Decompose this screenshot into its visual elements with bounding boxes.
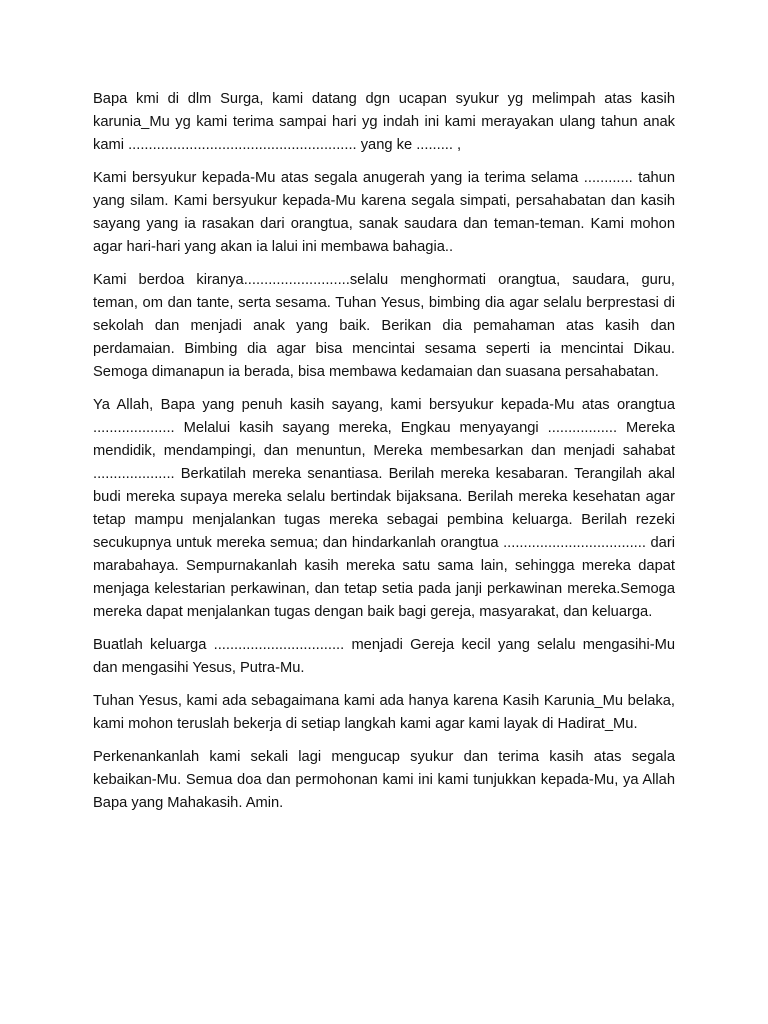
document-page	[93, 88, 675, 825]
paragraph-opening-thanks: Bapa kmi di dlm Surga, kami datang dgn ucapan syukur yg melimpah atas kasih karunia_Mu yg kami terima sampai hari yg indah ini kami merayakan ulang tahun anak kami ........................................................ yang ke ......... ,	[93, 91, 675, 153]
paragraph-prayer-for-child: Kami berdoa kiranya..........................selalu menghormati orangtua, saudara, guru, teman, om dan tante, serta sesama. Tuhan Yesus, bimbing dia agar selalu berprestasi di sekolah dan menjadi anak yang baik. Berikan dia pemahaman atas kasih dan perdamaian. Bimbing dia agar bisa mencintai sesama seperti ia mencintai Dikau. Semoga dimanapun ia berada, bisa membawa kedamaian dan suasana persahabatan.	[93, 272, 675, 380]
paragraph-grace: Tuhan Yesus, kami ada sebagaimana kami ada hanya karena Kasih Karunia_Mu belaka, kami mohon teruslah bekerja di setiap langkah kami agar kami layak di Hadirat_Mu.	[93, 693, 675, 732]
paragraph-gratitude-years: Kami bersyukur kepada-Mu atas segala anugerah yang ia terima selama ............ tahun yang silam. Kami bersyukur kepada-Mu karena segala simpati, persahabatan dan kasih sayang yang ia rasakan dari orangtua, sanak saudara dan teman-teman. Kami mohon agar hari-hari yang akan ia lalui ini membawa bahagia..	[93, 170, 675, 255]
paragraph-closing-amen: Perkenankanlah kami sekali lagi mengucap syukur dan terima kasih atas segala kebaikan-Mu. Semua doa dan permohonan kami ini kami tunjukkan kepada-Mu, ya Allah Bapa yang Mahakasih. Amin.	[93, 749, 675, 811]
paragraph-family-church: Buatlah keluarga ................................ menjadi Gereja kecil yang selalu mengasihi-Mu dan mengasihi Yesus, Putra-Mu.	[93, 637, 675, 676]
paragraph-prayer-for-parents: Ya Allah, Bapa yang penuh kasih sayang, kami bersyukur kepada-Mu atas orangtua .................... Melalui kasih sayang mereka, Engkau menyayangi ................. Mereka mendidik, mendampingi, dan menuntun, Mereka membesarkan dan menjadi sahabat .................... Berkatilah mereka senantiasa. Berilah mereka kesabaran. Terangilah akal budi mereka supaya mereka selalu bertindak bijaksana. Berilah mereka kesehatan agar tetap mampu menjalankan tugas mereka sebagai pembina keluarga. Berilah rezeki secukupnya untuk mereka semua; dan hindarkanlah orangtua ................................... dari marabahaya. Sempurnakanlah kasih mereka satu sama lain, sehingga mereka dapat menjaga kelestarian perkawinan, dan tetap setia pada janji perkawinan mereka.Semoga mereka dapat menjalankan tugas dengan baik bagi gereja, masyarakat, dan keluarga.	[93, 397, 675, 620]
